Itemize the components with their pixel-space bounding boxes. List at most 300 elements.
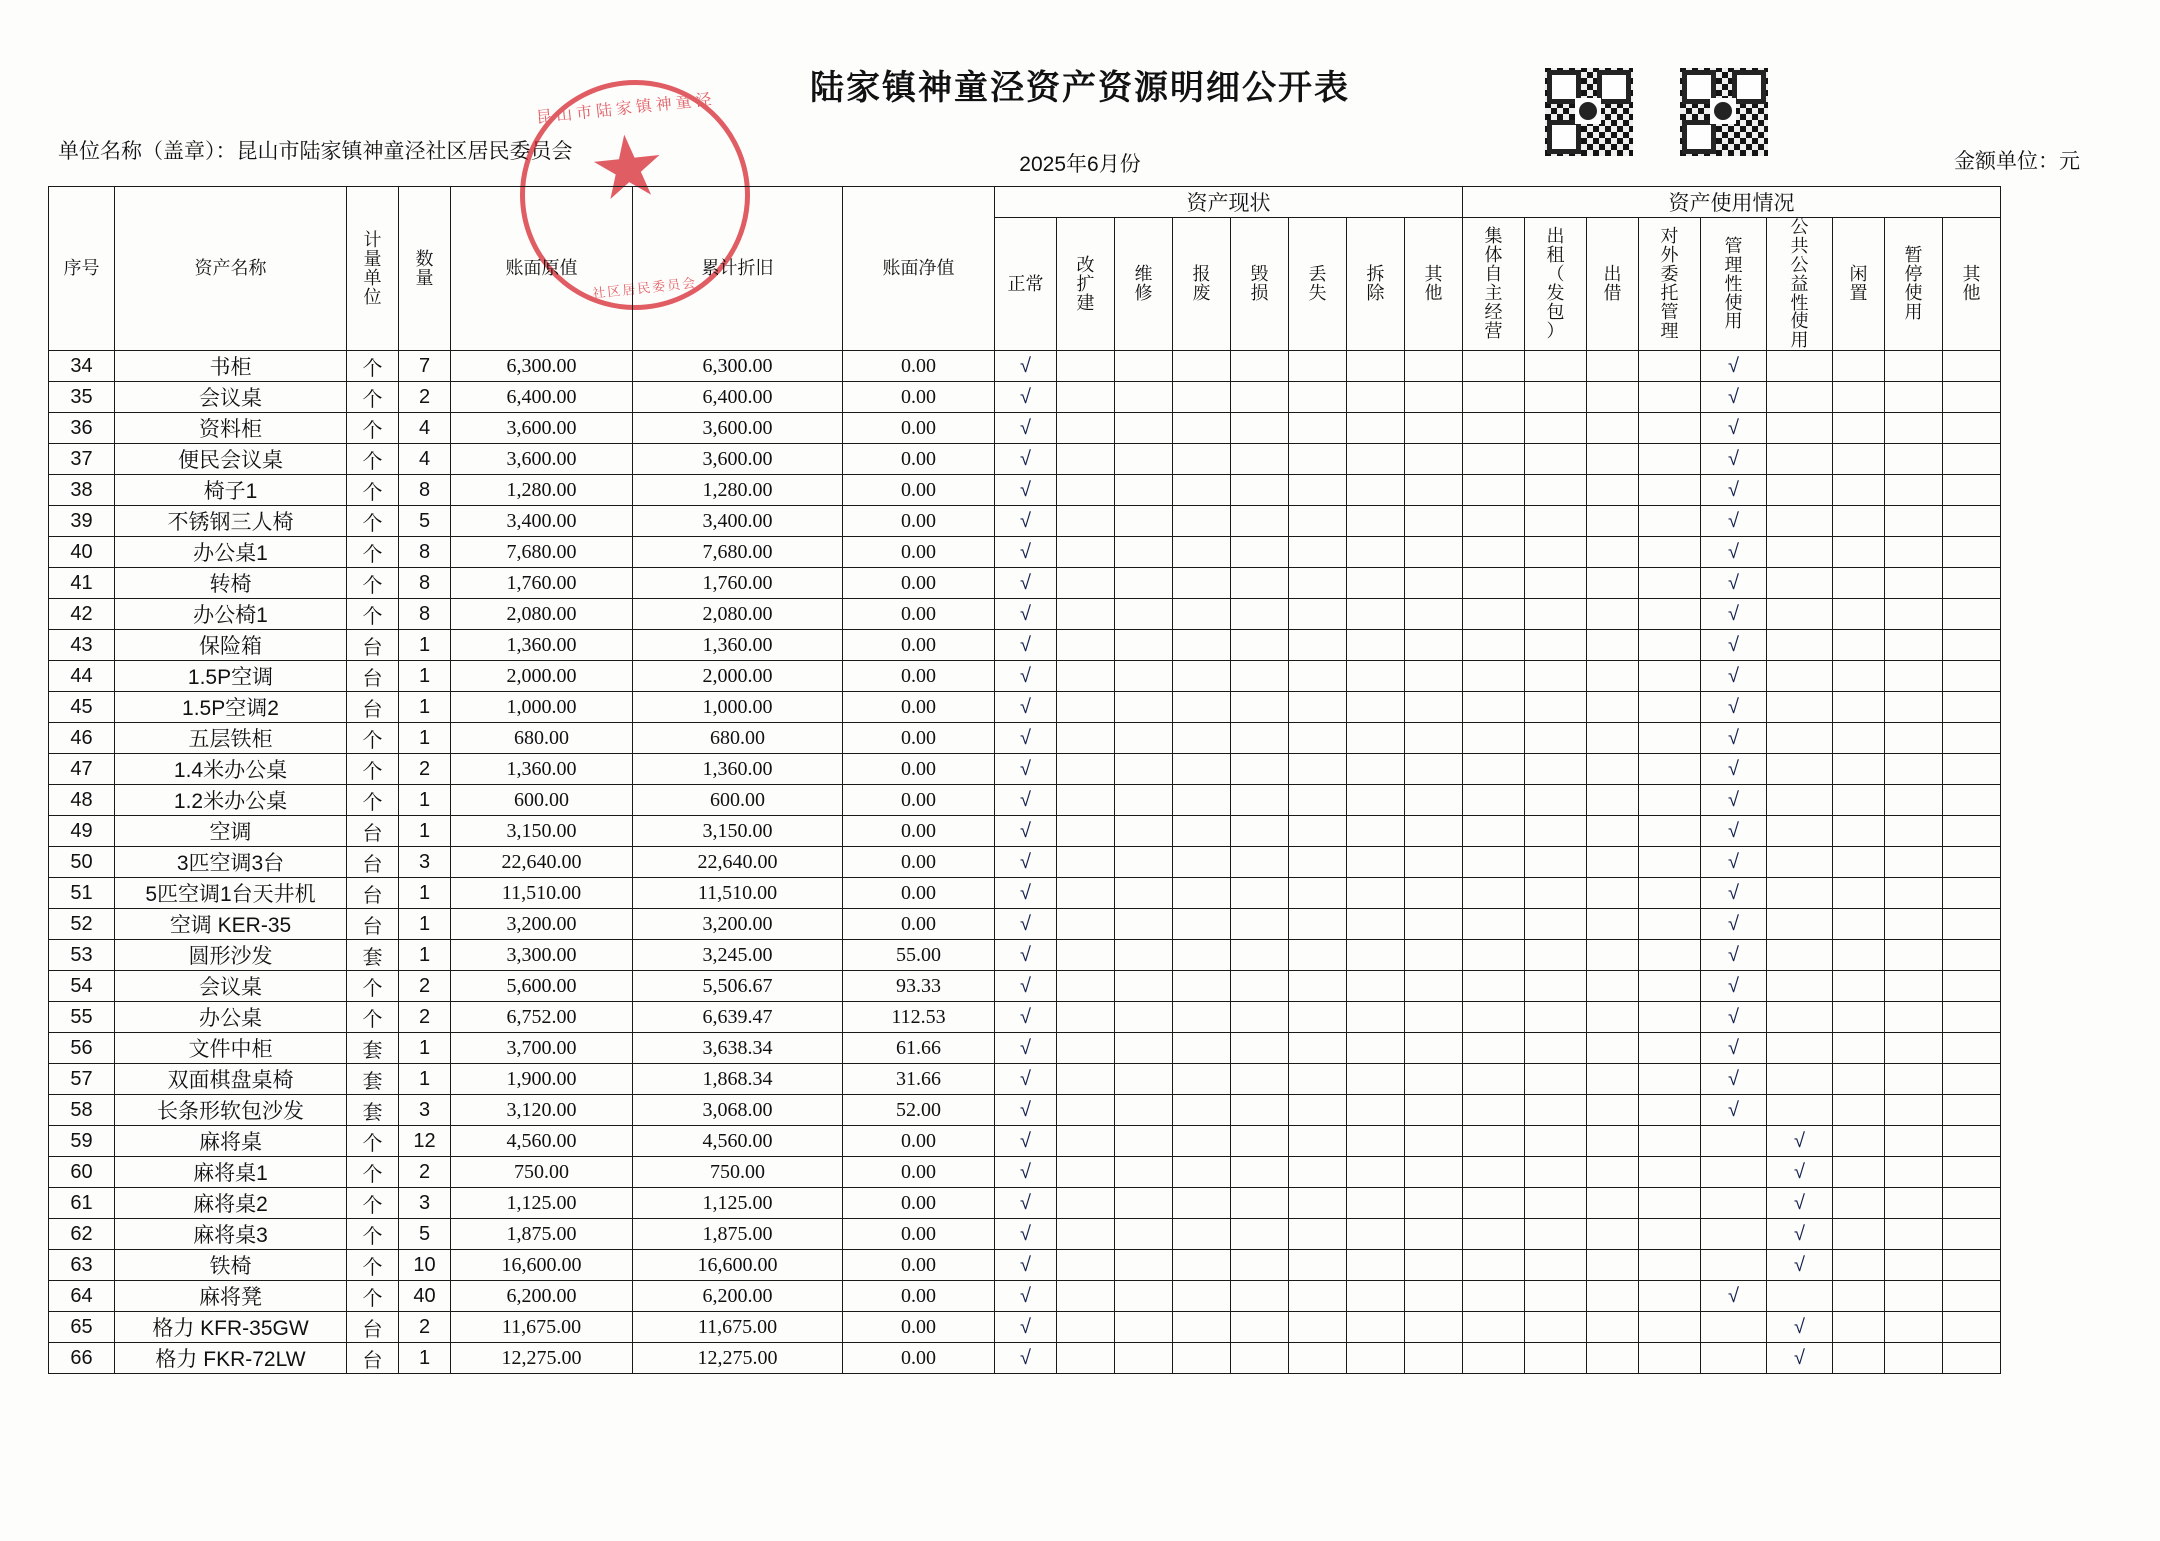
status-cell-damage[interactable] <box>1231 878 1289 909</box>
usage-cell-idle[interactable] <box>1833 1064 1885 1095</box>
status-cell-normal[interactable] <box>995 971 1057 1002</box>
status-cell-normal[interactable] <box>995 506 1057 537</box>
usage-cell-idle[interactable] <box>1833 878 1885 909</box>
usage-cell-collective_self_operation[interactable] <box>1463 816 1525 847</box>
status-cell-lost[interactable] <box>1289 1343 1347 1374</box>
usage-cell-management_use[interactable] <box>1701 723 1767 754</box>
status-cell-scrap[interactable] <box>1173 382 1231 413</box>
usage-cell-lend_out[interactable] <box>1587 537 1639 568</box>
status-cell-removed[interactable] <box>1347 754 1405 785</box>
usage-cell-suspended_use[interactable] <box>1885 1312 1943 1343</box>
status-cell-repair[interactable] <box>1115 816 1173 847</box>
status-cell-removed[interactable] <box>1347 475 1405 506</box>
usage-cell-public_welfare_use[interactable] <box>1767 661 1833 692</box>
status-cell-repair[interactable] <box>1115 351 1173 382</box>
status-cell-damage[interactable] <box>1231 847 1289 878</box>
status-cell-scrap[interactable] <box>1173 1343 1231 1374</box>
status-cell-rebuild_expand[interactable] <box>1057 382 1115 413</box>
usage-cell-collective_self_operation[interactable] <box>1463 1157 1525 1188</box>
status-cell-repair[interactable] <box>1115 1064 1173 1095</box>
usage-cell-management_use[interactable] <box>1701 878 1767 909</box>
status-cell-scrap[interactable] <box>1173 723 1231 754</box>
usage-cell-public_welfare_use[interactable] <box>1767 599 1833 630</box>
status-cell-other_status[interactable] <box>1405 816 1463 847</box>
usage-cell-suspended_use[interactable] <box>1885 847 1943 878</box>
status-cell-normal[interactable] <box>995 661 1057 692</box>
status-cell-rebuild_expand[interactable] <box>1057 506 1115 537</box>
usage-cell-suspended_use[interactable] <box>1885 1033 1943 1064</box>
usage-cell-collective_self_operation[interactable] <box>1463 971 1525 1002</box>
usage-cell-lease_out[interactable] <box>1525 568 1587 599</box>
status-cell-normal[interactable] <box>995 351 1057 382</box>
status-cell-damage[interactable] <box>1231 382 1289 413</box>
usage-cell-public_welfare_use[interactable] <box>1767 878 1833 909</box>
status-cell-lost[interactable] <box>1289 909 1347 940</box>
usage-cell-public_welfare_use[interactable] <box>1767 1095 1833 1126</box>
usage-cell-suspended_use[interactable] <box>1885 568 1943 599</box>
status-cell-rebuild_expand[interactable] <box>1057 971 1115 1002</box>
usage-cell-collective_self_operation[interactable] <box>1463 1064 1525 1095</box>
usage-cell-suspended_use[interactable] <box>1885 1343 1943 1374</box>
usage-cell-management_use[interactable] <box>1701 351 1767 382</box>
status-cell-lost[interactable] <box>1289 630 1347 661</box>
status-cell-rebuild_expand[interactable] <box>1057 1343 1115 1374</box>
status-cell-damage[interactable] <box>1231 568 1289 599</box>
usage-cell-public_welfare_use[interactable] <box>1767 568 1833 599</box>
usage-cell-other_usage[interactable] <box>1943 506 2001 537</box>
usage-cell-idle[interactable] <box>1833 506 1885 537</box>
status-cell-repair[interactable] <box>1115 413 1173 444</box>
usage-cell-management_use[interactable] <box>1701 785 1767 816</box>
status-cell-removed[interactable] <box>1347 630 1405 661</box>
status-cell-lost[interactable] <box>1289 847 1347 878</box>
status-cell-scrap[interactable] <box>1173 1002 1231 1033</box>
usage-cell-lend_out[interactable] <box>1587 661 1639 692</box>
status-cell-repair[interactable] <box>1115 599 1173 630</box>
usage-cell-external_entrust[interactable] <box>1639 444 1701 475</box>
status-cell-lost[interactable] <box>1289 723 1347 754</box>
status-cell-repair[interactable] <box>1115 1157 1173 1188</box>
usage-cell-idle[interactable] <box>1833 413 1885 444</box>
status-cell-other_status[interactable] <box>1405 1002 1463 1033</box>
status-cell-removed[interactable] <box>1347 351 1405 382</box>
usage-cell-idle[interactable] <box>1833 692 1885 723</box>
status-cell-scrap[interactable] <box>1173 816 1231 847</box>
usage-cell-external_entrust[interactable] <box>1639 1033 1701 1064</box>
status-cell-other_status[interactable] <box>1405 909 1463 940</box>
usage-cell-collective_self_operation[interactable] <box>1463 1312 1525 1343</box>
status-cell-normal[interactable] <box>995 630 1057 661</box>
status-cell-repair[interactable] <box>1115 1343 1173 1374</box>
status-cell-rebuild_expand[interactable] <box>1057 1095 1115 1126</box>
usage-cell-management_use[interactable] <box>1701 1343 1767 1374</box>
status-cell-scrap[interactable] <box>1173 475 1231 506</box>
usage-cell-lend_out[interactable] <box>1587 1157 1639 1188</box>
usage-cell-external_entrust[interactable] <box>1639 940 1701 971</box>
status-cell-scrap[interactable] <box>1173 1126 1231 1157</box>
status-cell-other_status[interactable] <box>1405 878 1463 909</box>
status-cell-repair[interactable] <box>1115 1250 1173 1281</box>
status-cell-other_status[interactable] <box>1405 599 1463 630</box>
usage-cell-suspended_use[interactable] <box>1885 599 1943 630</box>
status-cell-repair[interactable] <box>1115 909 1173 940</box>
usage-cell-lend_out[interactable] <box>1587 475 1639 506</box>
status-cell-lost[interactable] <box>1289 444 1347 475</box>
usage-cell-public_welfare_use[interactable] <box>1767 1219 1833 1250</box>
status-cell-rebuild_expand[interactable] <box>1057 909 1115 940</box>
usage-cell-management_use[interactable] <box>1701 1250 1767 1281</box>
usage-cell-other_usage[interactable] <box>1943 1033 2001 1064</box>
usage-cell-suspended_use[interactable] <box>1885 971 1943 1002</box>
usage-cell-lend_out[interactable] <box>1587 382 1639 413</box>
status-cell-repair[interactable] <box>1115 723 1173 754</box>
status-cell-lost[interactable] <box>1289 940 1347 971</box>
usage-cell-lease_out[interactable] <box>1525 382 1587 413</box>
status-cell-other_status[interactable] <box>1405 971 1463 1002</box>
usage-cell-external_entrust[interactable] <box>1639 661 1701 692</box>
usage-cell-other_usage[interactable] <box>1943 1281 2001 1312</box>
status-cell-normal[interactable] <box>995 847 1057 878</box>
usage-cell-collective_self_operation[interactable] <box>1463 1002 1525 1033</box>
usage-cell-management_use[interactable] <box>1701 1126 1767 1157</box>
usage-cell-collective_self_operation[interactable] <box>1463 568 1525 599</box>
status-cell-removed[interactable] <box>1347 971 1405 1002</box>
status-cell-normal[interactable] <box>995 475 1057 506</box>
usage-cell-collective_self_operation[interactable] <box>1463 351 1525 382</box>
status-cell-other_status[interactable] <box>1405 785 1463 816</box>
usage-cell-lend_out[interactable] <box>1587 1095 1639 1126</box>
usage-cell-external_entrust[interactable] <box>1639 537 1701 568</box>
usage-cell-lease_out[interactable] <box>1525 1281 1587 1312</box>
usage-cell-collective_self_operation[interactable] <box>1463 382 1525 413</box>
usage-cell-lend_out[interactable] <box>1587 847 1639 878</box>
status-cell-damage[interactable] <box>1231 1002 1289 1033</box>
status-cell-scrap[interactable] <box>1173 568 1231 599</box>
status-cell-damage[interactable] <box>1231 1033 1289 1064</box>
status-cell-removed[interactable] <box>1347 1033 1405 1064</box>
usage-cell-idle[interactable] <box>1833 1219 1885 1250</box>
status-cell-removed[interactable] <box>1347 816 1405 847</box>
usage-cell-lend_out[interactable] <box>1587 1064 1639 1095</box>
usage-cell-management_use[interactable] <box>1701 568 1767 599</box>
status-cell-repair[interactable] <box>1115 1281 1173 1312</box>
usage-cell-other_usage[interactable] <box>1943 599 2001 630</box>
usage-cell-public_welfare_use[interactable] <box>1767 971 1833 1002</box>
usage-cell-collective_self_operation[interactable] <box>1463 630 1525 661</box>
status-cell-scrap[interactable] <box>1173 1312 1231 1343</box>
usage-cell-other_usage[interactable] <box>1943 1250 2001 1281</box>
usage-cell-lease_out[interactable] <box>1525 630 1587 661</box>
status-cell-damage[interactable] <box>1231 1281 1289 1312</box>
usage-cell-idle[interactable] <box>1833 1095 1885 1126</box>
usage-cell-lend_out[interactable] <box>1587 723 1639 754</box>
usage-cell-idle[interactable] <box>1833 909 1885 940</box>
status-cell-repair[interactable] <box>1115 1312 1173 1343</box>
status-cell-scrap[interactable] <box>1173 878 1231 909</box>
status-cell-rebuild_expand[interactable] <box>1057 413 1115 444</box>
status-cell-repair[interactable] <box>1115 940 1173 971</box>
status-cell-normal[interactable] <box>995 1188 1057 1219</box>
usage-cell-other_usage[interactable] <box>1943 816 2001 847</box>
usage-cell-idle[interactable] <box>1833 1002 1885 1033</box>
usage-cell-idle[interactable] <box>1833 723 1885 754</box>
status-cell-rebuild_expand[interactable] <box>1057 816 1115 847</box>
status-cell-rebuild_expand[interactable] <box>1057 1281 1115 1312</box>
status-cell-rebuild_expand[interactable] <box>1057 847 1115 878</box>
status-cell-lost[interactable] <box>1289 537 1347 568</box>
usage-cell-lease_out[interactable] <box>1525 723 1587 754</box>
status-cell-normal[interactable] <box>995 723 1057 754</box>
status-cell-scrap[interactable] <box>1173 1095 1231 1126</box>
status-cell-repair[interactable] <box>1115 785 1173 816</box>
status-cell-normal[interactable] <box>995 1157 1057 1188</box>
status-cell-lost[interactable] <box>1289 413 1347 444</box>
usage-cell-public_welfare_use[interactable] <box>1767 1343 1833 1374</box>
status-cell-rebuild_expand[interactable] <box>1057 1033 1115 1064</box>
usage-cell-idle[interactable] <box>1833 785 1885 816</box>
usage-cell-suspended_use[interactable] <box>1885 413 1943 444</box>
usage-cell-public_welfare_use[interactable] <box>1767 785 1833 816</box>
usage-cell-public_welfare_use[interactable] <box>1767 630 1833 661</box>
usage-cell-lend_out[interactable] <box>1587 878 1639 909</box>
status-cell-rebuild_expand[interactable] <box>1057 1126 1115 1157</box>
status-cell-damage[interactable] <box>1231 1250 1289 1281</box>
status-cell-removed[interactable] <box>1347 537 1405 568</box>
usage-cell-other_usage[interactable] <box>1943 909 2001 940</box>
usage-cell-suspended_use[interactable] <box>1885 692 1943 723</box>
usage-cell-suspended_use[interactable] <box>1885 785 1943 816</box>
usage-cell-external_entrust[interactable] <box>1639 692 1701 723</box>
usage-cell-suspended_use[interactable] <box>1885 537 1943 568</box>
status-cell-repair[interactable] <box>1115 1095 1173 1126</box>
usage-cell-management_use[interactable] <box>1701 599 1767 630</box>
usage-cell-collective_self_operation[interactable] <box>1463 1281 1525 1312</box>
usage-cell-lease_out[interactable] <box>1525 475 1587 506</box>
usage-cell-suspended_use[interactable] <box>1885 940 1943 971</box>
usage-cell-idle[interactable] <box>1833 1250 1885 1281</box>
status-cell-damage[interactable] <box>1231 1343 1289 1374</box>
usage-cell-other_usage[interactable] <box>1943 351 2001 382</box>
usage-cell-management_use[interactable] <box>1701 1281 1767 1312</box>
usage-cell-collective_self_operation[interactable] <box>1463 723 1525 754</box>
usage-cell-external_entrust[interactable] <box>1639 1219 1701 1250</box>
status-cell-removed[interactable] <box>1347 940 1405 971</box>
status-cell-damage[interactable] <box>1231 785 1289 816</box>
status-cell-scrap[interactable] <box>1173 847 1231 878</box>
status-cell-lost[interactable] <box>1289 506 1347 537</box>
status-cell-lost[interactable] <box>1289 475 1347 506</box>
status-cell-normal[interactable] <box>995 1033 1057 1064</box>
status-cell-normal[interactable] <box>995 382 1057 413</box>
usage-cell-lease_out[interactable] <box>1525 1343 1587 1374</box>
usage-cell-management_use[interactable] <box>1701 847 1767 878</box>
usage-cell-collective_self_operation[interactable] <box>1463 599 1525 630</box>
status-cell-rebuild_expand[interactable] <box>1057 444 1115 475</box>
status-cell-damage[interactable] <box>1231 940 1289 971</box>
status-cell-scrap[interactable] <box>1173 1188 1231 1219</box>
usage-cell-other_usage[interactable] <box>1943 847 2001 878</box>
status-cell-normal[interactable] <box>995 568 1057 599</box>
usage-cell-external_entrust[interactable] <box>1639 413 1701 444</box>
usage-cell-external_entrust[interactable] <box>1639 1312 1701 1343</box>
usage-cell-lend_out[interactable] <box>1587 940 1639 971</box>
usage-cell-lease_out[interactable] <box>1525 1250 1587 1281</box>
status-cell-removed[interactable] <box>1347 1064 1405 1095</box>
status-cell-other_status[interactable] <box>1405 1157 1463 1188</box>
status-cell-damage[interactable] <box>1231 1188 1289 1219</box>
usage-cell-suspended_use[interactable] <box>1885 1002 1943 1033</box>
status-cell-normal[interactable] <box>995 599 1057 630</box>
usage-cell-external_entrust[interactable] <box>1639 723 1701 754</box>
usage-cell-public_welfare_use[interactable] <box>1767 413 1833 444</box>
status-cell-damage[interactable] <box>1231 475 1289 506</box>
status-cell-removed[interactable] <box>1347 661 1405 692</box>
usage-cell-public_welfare_use[interactable] <box>1767 1312 1833 1343</box>
status-cell-rebuild_expand[interactable] <box>1057 692 1115 723</box>
usage-cell-lend_out[interactable] <box>1587 568 1639 599</box>
usage-cell-management_use[interactable] <box>1701 1188 1767 1219</box>
usage-cell-lend_out[interactable] <box>1587 1281 1639 1312</box>
usage-cell-public_welfare_use[interactable] <box>1767 692 1833 723</box>
status-cell-normal[interactable] <box>995 1219 1057 1250</box>
usage-cell-idle[interactable] <box>1833 599 1885 630</box>
usage-cell-lend_out[interactable] <box>1587 692 1639 723</box>
status-cell-other_status[interactable] <box>1405 1281 1463 1312</box>
usage-cell-other_usage[interactable] <box>1943 413 2001 444</box>
usage-cell-other_usage[interactable] <box>1943 661 2001 692</box>
status-cell-scrap[interactable] <box>1173 1250 1231 1281</box>
status-cell-lost[interactable] <box>1289 1033 1347 1064</box>
usage-cell-external_entrust[interactable] <box>1639 754 1701 785</box>
status-cell-repair[interactable] <box>1115 1033 1173 1064</box>
status-cell-removed[interactable] <box>1347 847 1405 878</box>
usage-cell-other_usage[interactable] <box>1943 971 2001 1002</box>
usage-cell-suspended_use[interactable] <box>1885 661 1943 692</box>
status-cell-removed[interactable] <box>1347 1250 1405 1281</box>
status-cell-other_status[interactable] <box>1405 1312 1463 1343</box>
status-cell-normal[interactable] <box>995 785 1057 816</box>
status-cell-scrap[interactable] <box>1173 785 1231 816</box>
status-cell-other_status[interactable] <box>1405 940 1463 971</box>
usage-cell-other_usage[interactable] <box>1943 754 2001 785</box>
usage-cell-management_use[interactable] <box>1701 1157 1767 1188</box>
usage-cell-external_entrust[interactable] <box>1639 816 1701 847</box>
status-cell-other_status[interactable] <box>1405 475 1463 506</box>
status-cell-lost[interactable] <box>1289 1312 1347 1343</box>
status-cell-damage[interactable] <box>1231 971 1289 1002</box>
status-cell-scrap[interactable] <box>1173 630 1231 661</box>
status-cell-lost[interactable] <box>1289 599 1347 630</box>
usage-cell-collective_self_operation[interactable] <box>1463 692 1525 723</box>
status-cell-scrap[interactable] <box>1173 940 1231 971</box>
status-cell-rebuild_expand[interactable] <box>1057 1188 1115 1219</box>
usage-cell-collective_self_operation[interactable] <box>1463 537 1525 568</box>
status-cell-removed[interactable] <box>1347 1312 1405 1343</box>
status-cell-repair[interactable] <box>1115 630 1173 661</box>
status-cell-normal[interactable] <box>995 1343 1057 1374</box>
usage-cell-lease_out[interactable] <box>1525 1219 1587 1250</box>
usage-cell-other_usage[interactable] <box>1943 723 2001 754</box>
status-cell-damage[interactable] <box>1231 599 1289 630</box>
status-cell-scrap[interactable] <box>1173 1033 1231 1064</box>
usage-cell-idle[interactable] <box>1833 382 1885 413</box>
usage-cell-lease_out[interactable] <box>1525 1064 1587 1095</box>
status-cell-removed[interactable] <box>1347 909 1405 940</box>
usage-cell-lease_out[interactable] <box>1525 661 1587 692</box>
usage-cell-other_usage[interactable] <box>1943 1157 2001 1188</box>
usage-cell-other_usage[interactable] <box>1943 444 2001 475</box>
usage-cell-idle[interactable] <box>1833 1281 1885 1312</box>
usage-cell-external_entrust[interactable] <box>1639 1126 1701 1157</box>
status-cell-lost[interactable] <box>1289 1002 1347 1033</box>
status-cell-scrap[interactable] <box>1173 537 1231 568</box>
usage-cell-other_usage[interactable] <box>1943 692 2001 723</box>
usage-cell-public_welfare_use[interactable] <box>1767 1064 1833 1095</box>
status-cell-lost[interactable] <box>1289 382 1347 413</box>
usage-cell-lend_out[interactable] <box>1587 351 1639 382</box>
usage-cell-collective_self_operation[interactable] <box>1463 413 1525 444</box>
status-cell-normal[interactable] <box>995 692 1057 723</box>
status-cell-other_status[interactable] <box>1405 847 1463 878</box>
usage-cell-public_welfare_use[interactable] <box>1767 1281 1833 1312</box>
status-cell-scrap[interactable] <box>1173 1219 1231 1250</box>
usage-cell-suspended_use[interactable] <box>1885 754 1943 785</box>
status-cell-damage[interactable] <box>1231 692 1289 723</box>
usage-cell-lease_out[interactable] <box>1525 847 1587 878</box>
status-cell-scrap[interactable] <box>1173 909 1231 940</box>
status-cell-other_status[interactable] <box>1405 1188 1463 1219</box>
usage-cell-management_use[interactable] <box>1701 754 1767 785</box>
status-cell-other_status[interactable] <box>1405 661 1463 692</box>
status-cell-other_status[interactable] <box>1405 723 1463 754</box>
usage-cell-lend_out[interactable] <box>1587 1219 1639 1250</box>
usage-cell-management_use[interactable] <box>1701 413 1767 444</box>
usage-cell-idle[interactable] <box>1833 630 1885 661</box>
usage-cell-lease_out[interactable] <box>1525 413 1587 444</box>
status-cell-rebuild_expand[interactable] <box>1057 1064 1115 1095</box>
usage-cell-external_entrust[interactable] <box>1639 878 1701 909</box>
status-cell-other_status[interactable] <box>1405 413 1463 444</box>
usage-cell-suspended_use[interactable] <box>1885 1095 1943 1126</box>
status-cell-lost[interactable] <box>1289 1250 1347 1281</box>
usage-cell-lend_out[interactable] <box>1587 506 1639 537</box>
usage-cell-management_use[interactable] <box>1701 661 1767 692</box>
status-cell-other_status[interactable] <box>1405 1250 1463 1281</box>
usage-cell-management_use[interactable] <box>1701 1064 1767 1095</box>
usage-cell-external_entrust[interactable] <box>1639 1281 1701 1312</box>
status-cell-rebuild_expand[interactable] <box>1057 630 1115 661</box>
status-cell-lost[interactable] <box>1289 754 1347 785</box>
usage-cell-external_entrust[interactable] <box>1639 971 1701 1002</box>
usage-cell-external_entrust[interactable] <box>1639 475 1701 506</box>
status-cell-repair[interactable] <box>1115 1188 1173 1219</box>
usage-cell-collective_self_operation[interactable] <box>1463 1126 1525 1157</box>
usage-cell-external_entrust[interactable] <box>1639 1343 1701 1374</box>
usage-cell-management_use[interactable] <box>1701 909 1767 940</box>
usage-cell-external_entrust[interactable] <box>1639 785 1701 816</box>
usage-cell-lease_out[interactable] <box>1525 1157 1587 1188</box>
usage-cell-other_usage[interactable] <box>1943 537 2001 568</box>
usage-cell-lease_out[interactable] <box>1525 692 1587 723</box>
usage-cell-suspended_use[interactable] <box>1885 475 1943 506</box>
usage-cell-collective_self_operation[interactable] <box>1463 444 1525 475</box>
usage-cell-suspended_use[interactable] <box>1885 1219 1943 1250</box>
usage-cell-public_welfare_use[interactable] <box>1767 351 1833 382</box>
status-cell-damage[interactable] <box>1231 1126 1289 1157</box>
usage-cell-suspended_use[interactable] <box>1885 1250 1943 1281</box>
status-cell-rebuild_expand[interactable] <box>1057 1250 1115 1281</box>
status-cell-repair[interactable] <box>1115 382 1173 413</box>
